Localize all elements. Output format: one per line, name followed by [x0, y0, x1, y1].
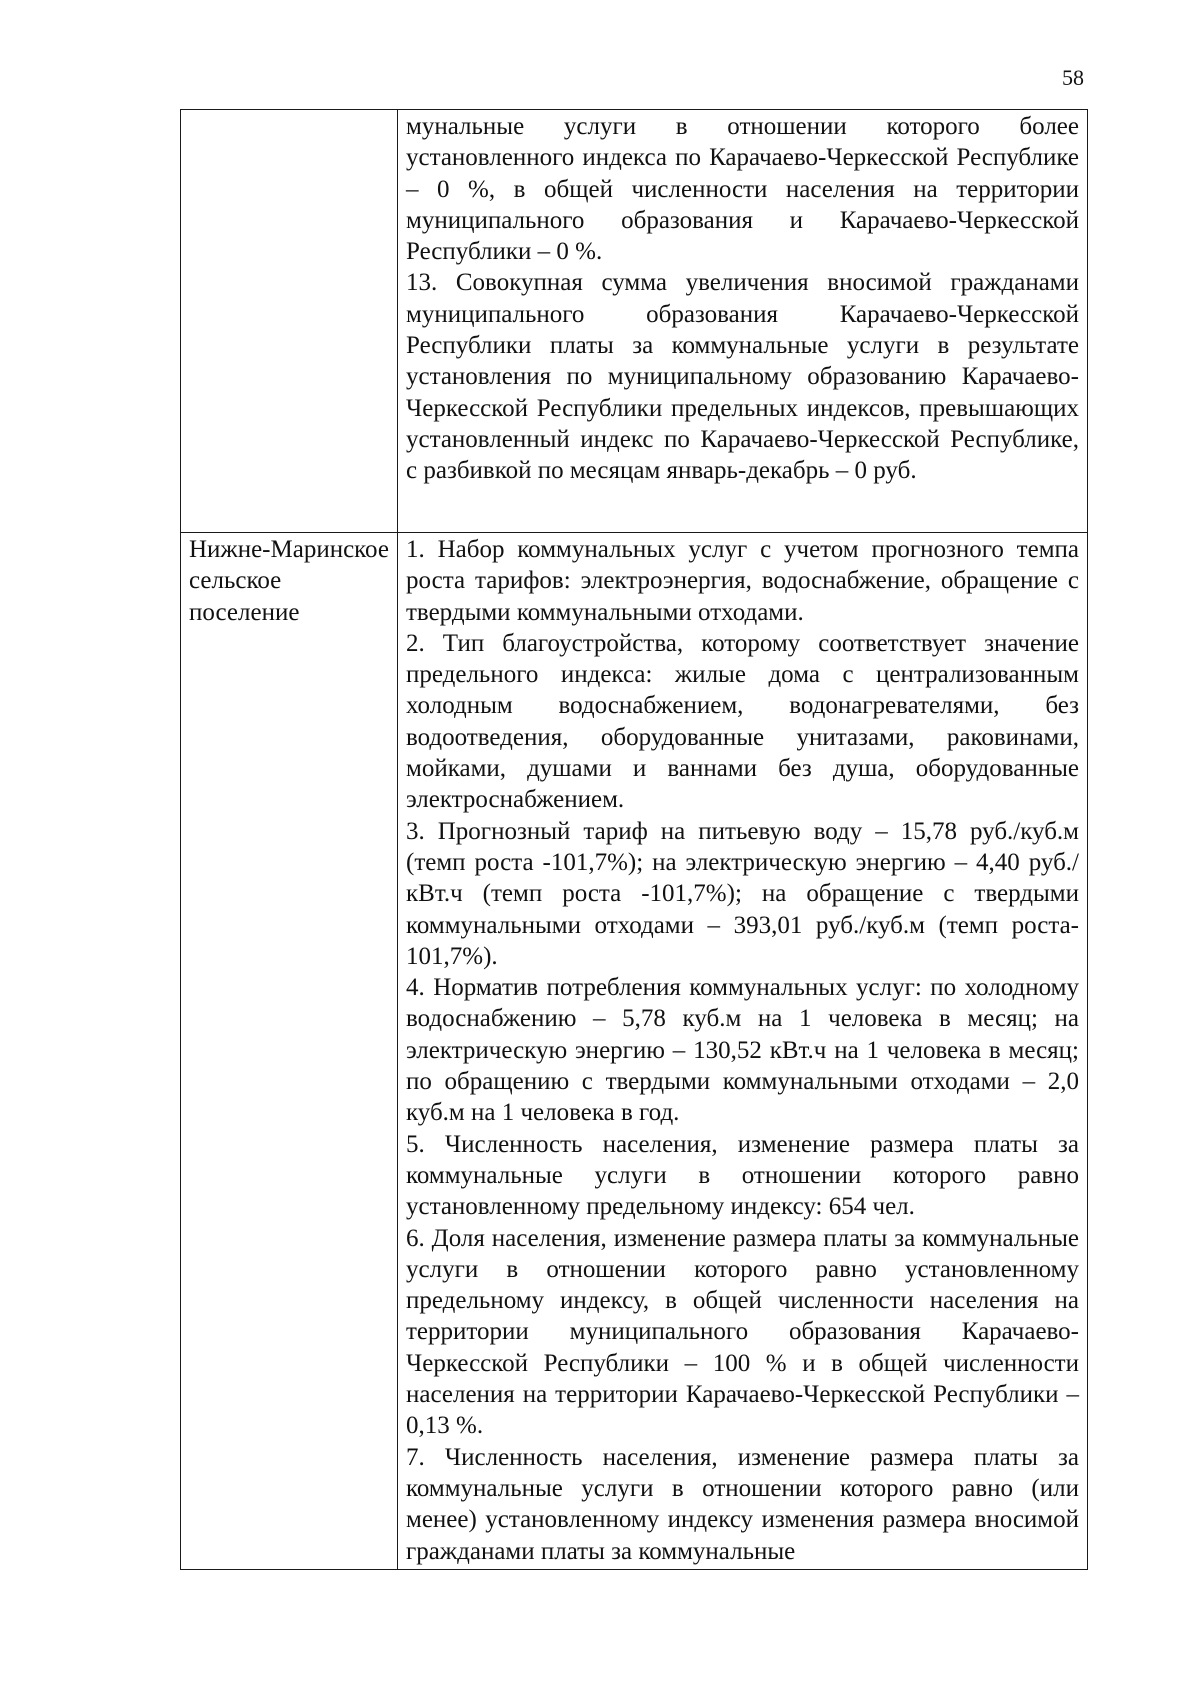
- page-number: 58: [1062, 65, 1084, 90]
- description-paragraph: 4. Норматив потребления коммунальных услуг: по холодному водоснабжению – 5,78 куб.м на 1 человека в месяц; на электрическую энергию – 130,52 кВт.ч на 1 человека в месяц; по обращению с твердыми коммунальными отходами – 2,0 куб.м на 1 человека в год.: [406, 974, 1079, 1127]
- description-paragraph: 1. Набор коммунальных услуг с учетом прогнозного темпа роста тарифов: электроэнергия, водоснабжение, обращение с твердыми коммунальными отходами.: [406, 536, 1079, 626]
- description-paragraph: 5. Численность населения, изменение размера платы за коммунальные услуги в отношении которого равно установленному предельному индексу: 654 чел.: [406, 1130, 1079, 1221]
- municipality-name-cell: Нижне-Маринское сельское поселение: [181, 533, 398, 1570]
- description-paragraph: 6. Доля населения, изменение размера платы за коммунальные услуги в отношении которого равно установленному предельному индексу, в общей численности населения на территории муниципального образования Карачаево-Черкесской Республики – 100 % и в общей численности населения на территории Карачаево-Черкесской Республики – 0,13 %.: [406, 1224, 1079, 1440]
- description-paragraph: 7. Численность населения, изменение размера платы за коммунальные услуги в отношении которого равно (или менее) установленному индексу изменения размера вносимой гражданами платы за коммунальные: [406, 1443, 1079, 1565]
- description-paragraph: мунальные услуги в отношении которого более установленного индекса по Карачаево-Черкесской Республике – 0 %, в общей численности населения на территории муниципального образования и Карачаево-Черкесской Республики – 0 %.: [406, 113, 1079, 266]
- description-paragraph: 3. Прогнозный тариф на питьевую воду – 15,78 руб./куб.м (темп роста -101,7%); на электрическую энергию – 4,40 руб./кВт.ч (темп роста -101,7%); на обращение с твердыми коммунальными отходами – 393,01 руб./куб.м (темп роста- 101,7%).: [406, 817, 1079, 970]
- table-row: [181, 533, 1088, 1570]
- indices-table: [180, 109, 1088, 1570]
- description-paragraph: 13. Совокупная сумма увеличения вносимой гражданами муниципального образования Карачаево-Черкесской Республики платы за коммунальные услуги в результате установления по муниципальному образованию Карачаево-Черкесской Республики предельных индексов, превышающих установленный индекс по Карачаево-Черкесской Республике, с разбивкой по месяцам январь-декабрь – 0 руб.: [406, 269, 1079, 485]
- description-paragraph: 2. Тип благоустройства, которому соответствует значение предельного индекса: жилые дома с централизованным холодным водоснабжением, водонагревателями, без водоотведения, оборудованные унитазами, раковинами, мойками, душами и ваннами без душа, оборудованные электроснабжением.: [406, 629, 1079, 814]
- description-cell: [398, 110, 1088, 533]
- table-row: [181, 110, 1088, 533]
- municipality-name-cell: [181, 110, 398, 533]
- description-cell: [398, 533, 1088, 1570]
